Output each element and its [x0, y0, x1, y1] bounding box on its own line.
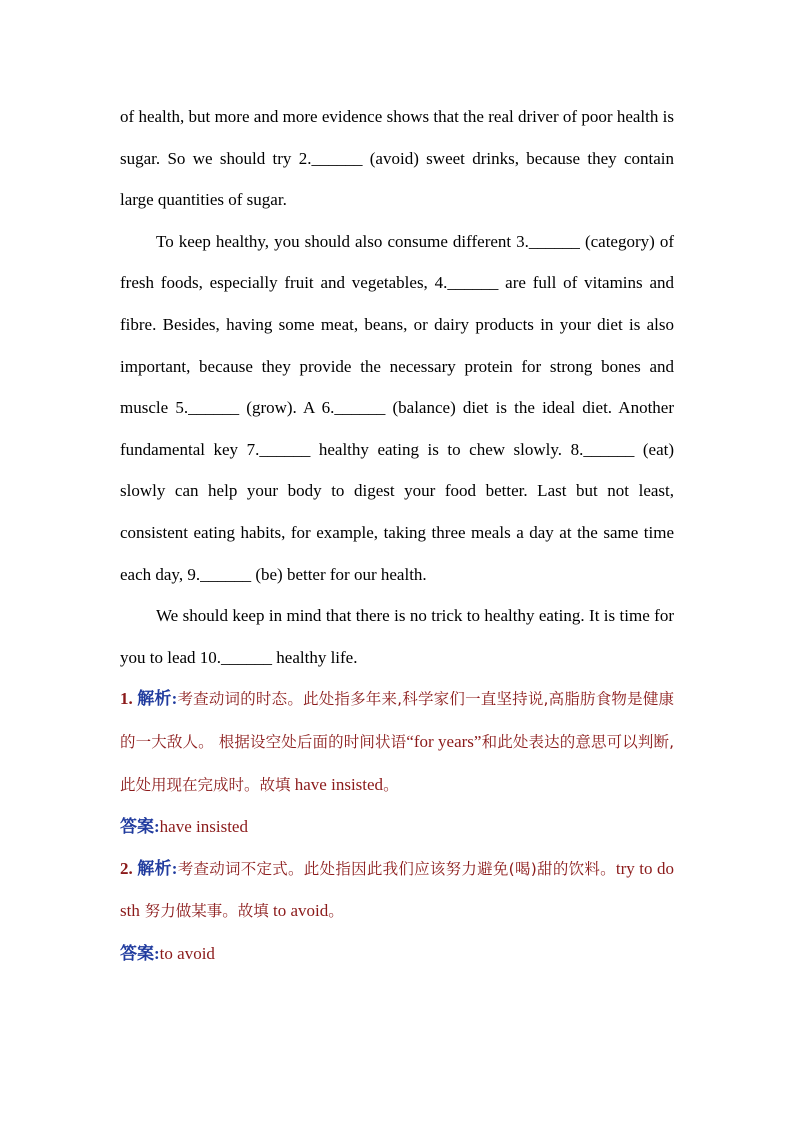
explanation-text: 考查动词的时态。此处指多年来,科学家们一直坚持说,高脂肪食物是健康的一大敌人。 根据设空处后面的时间状语: [120, 690, 675, 751]
answer-label: 答案:: [120, 817, 160, 837]
explanation-quote: “for years”: [406, 731, 482, 751]
explanation-fill: have insisted: [290, 774, 384, 794]
answer-label: 答案:: [120, 943, 160, 963]
explanation-end: 。: [328, 902, 344, 921]
answer-2: [120, 933, 674, 975]
passage-paragraph-1: of health, but more and more evidence shows that the real driver of poor health is sugar. So we should try 2.______ (avoid) sweet drinks, because they contain large quantities of sugar.: [120, 107, 674, 210]
explanation-fill: to avoid: [268, 901, 329, 921]
document-content: [120, 96, 674, 974]
answer-1: [120, 806, 674, 848]
passage-paragraph-3: We should keep in mind that there is no trick to healthy eating. It is time for you to lead 10.______ healthy life.: [120, 606, 674, 667]
explanation-label: 解析:: [137, 858, 178, 878]
explanation-label: 解析:: [137, 689, 178, 709]
passage-paragraph-2: To keep healthy, you should also consume different 3.______ (category) of fresh foods, especially fruit and vegetables, 4.______ are full of vitamins and fibre. Besides, having some meat, beans, or dairy products in your diet is also important, because they provide the necessary protein for strong bones and muscle 5.______ (grow). A 6.______ (balance) diet is the ideal diet. Another fundamental key 7.______ healthy eating is to chew slowly. 8.______ (eat) slowly can help your body to digest your food better. Last but not least, consistent eating habits, for example, taking three meals a day at the same time each day, 9.______ (be) better for our health.: [120, 231, 674, 584]
explanation-text-continued: 和此处表达的意思可以判断,此处用现在完成时。故填: [120, 732, 674, 794]
explanation-end: 。: [383, 775, 399, 794]
explanation-number: 1.: [120, 689, 133, 709]
explanation-text: 考查动词不定式。此处指因此我们应该努力避免(喝)甜的饮料。: [177, 859, 616, 878]
explanation-2: [120, 848, 674, 933]
explanation-quote: try to do sth: [120, 858, 674, 921]
explanation-1: [120, 678, 674, 806]
explanation-number: 2.: [120, 858, 133, 878]
answer-value: have insisted: [159, 817, 248, 837]
answer-value: to avoid: [159, 943, 215, 963]
explanation-text-continued: 努力做某事。故填: [139, 902, 269, 921]
